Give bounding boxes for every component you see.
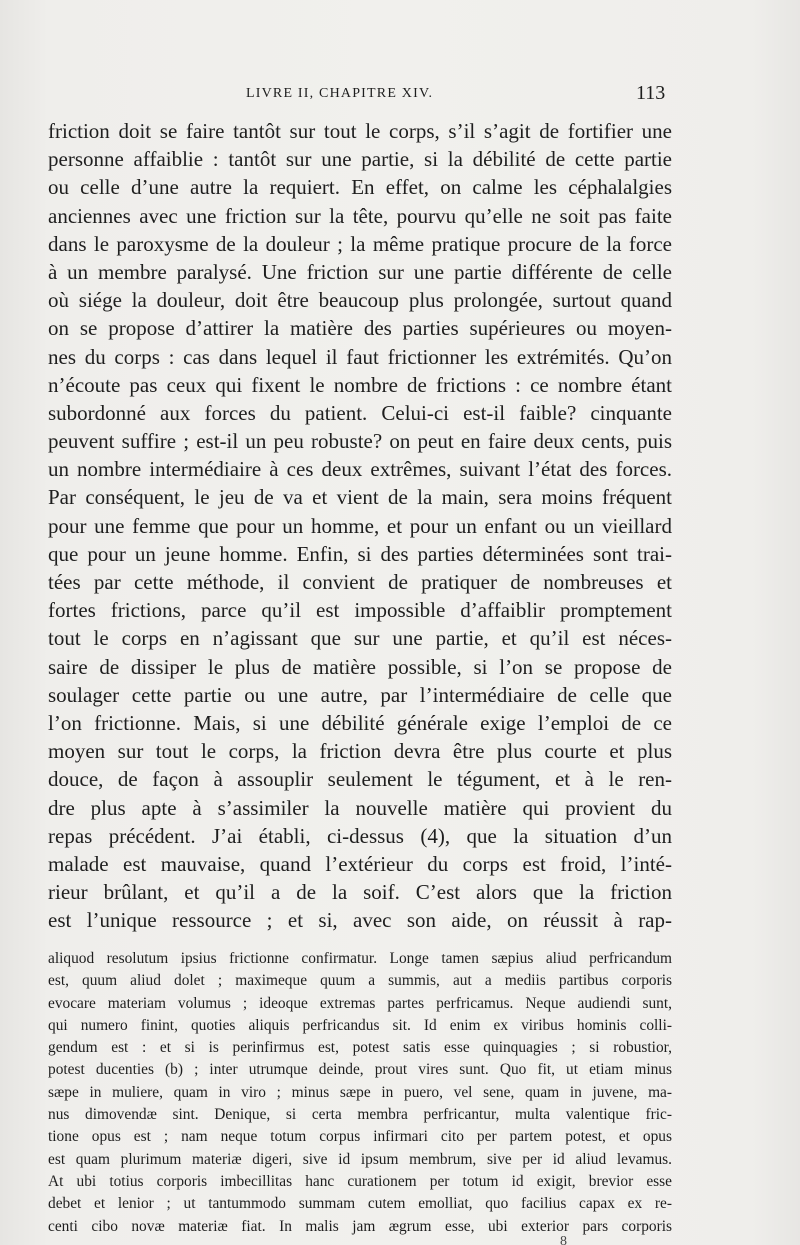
text-line: tées par cette méthode, il convient de pratiquer de nombreuses et bbox=[48, 570, 672, 594]
footnote-line: qui numero finint, quoties aliquis perfricandus sit. Id enim ex viribus hominis colli- bbox=[48, 1016, 672, 1034]
footnote-line: est quam plurimum materiæ digeri, sive id ipsum membrum, sive per id aliud levamus. bbox=[48, 1150, 672, 1168]
text-line: moyen sur tout le corps, la friction devra être plus courte et plus bbox=[48, 739, 672, 764]
text-line: on se propose d’attirer la matière des parties supérieures ou moyen- bbox=[48, 316, 672, 341]
text-line: Par conséquent, le jeu de va et vient de la main, sera moins fréquent bbox=[48, 485, 672, 510]
text-line: dre plus apte à s’assimiler la nouvelle matière qui provient du bbox=[48, 795, 672, 820]
text-line: rieur brûlant, et qu’il a de la soif. C’est alors que la friction bbox=[48, 880, 672, 905]
text-line: fortes frictions, parce qu’il est impossible d’affaiblir promptement bbox=[48, 598, 672, 623]
text-line: dans le paroxysme de la douleur ; la même pratique procure de la force bbox=[48, 231, 672, 256]
text-line: n’écoute pas ceux qui fixent le nombre de frictions : ce nombre étant bbox=[48, 372, 672, 397]
footnote-line: At ubi totius corporis imbecillitas hanc curationem per totum id exigit, brevior esse bbox=[48, 1172, 672, 1190]
text-line: l’on frictionne. Mais, si une débilité générale exige l’emploi de ce bbox=[48, 710, 672, 735]
running-head: LIVRE II, CHAPITRE XIV. bbox=[246, 86, 434, 101]
text-line: saire de dissiper le plus de matière possible, si l’on se propose de bbox=[48, 654, 672, 679]
text-line: ou celle d’une autre la requiert. En effet, on calme les céphalalgies bbox=[48, 175, 672, 200]
text-line: soulager cette partie ou une autre, par l’intermédiaire de celle que bbox=[48, 682, 672, 707]
text-line: anciennes avec une friction sur la tête, pourvu qu’elle ne soit pas faite bbox=[48, 203, 672, 228]
footnote-line: debet et lenior ; ut tantummodo summam cutem emolliat, quo facilius capax ex re- bbox=[48, 1195, 672, 1213]
text-line: où siége la douleur, doit être beaucoup plus prolongée, surtout quand bbox=[48, 288, 672, 313]
page-header bbox=[0, 84, 800, 106]
footnote-line: aliquod resolutum ipsius frictionne confirmatur. Longe tamen sæpius aliud perfricandum bbox=[48, 950, 672, 967]
text-line: peuvent suffire ; est-il un peu robuste? on peut en faire deux cents, puis bbox=[48, 429, 672, 454]
footnote-line: tione opus est ; nam neque totum corpus infirmari cito per partem potest, et opus bbox=[48, 1128, 672, 1146]
footnote-block bbox=[48, 948, 672, 1238]
text-line: un nombre intermédiaire à ces deux extrêmes, suivant l’état des forces. bbox=[48, 457, 672, 482]
page-number: 113 bbox=[636, 82, 666, 104]
text-line: friction doit se faire tantôt sur tout le corps, s’il s’agit de fortifier une bbox=[48, 119, 672, 143]
footnote-line: potest ducenties (b) ; inter utrumque deinde, prout vires sunt. Quo fit, ut etiam minus bbox=[48, 1061, 672, 1079]
footnote-line: gendum est : et si is perinfirmus est, potest satis esse quinquagies ; si robustior, bbox=[48, 1039, 672, 1057]
text-line: douce, de façon à assouplir seulement le tégument, et à le ren- bbox=[48, 767, 672, 792]
footnote-line: evocare materiam volumus ; ideoque extremas partes perfricamus. Neque audiendi sunt, bbox=[48, 994, 672, 1012]
signature-mark: 8 bbox=[560, 1234, 567, 1245]
text-line: personne affaiblie : tantôt sur une partie, si la débilité de cette partie bbox=[48, 147, 672, 172]
text-line: malade est mauvaise, quand l’extérieur du corps est froid, l’inté- bbox=[48, 851, 672, 876]
text-line: pour une femme que pour un homme, et pour un enfant ou un vieillard bbox=[48, 513, 672, 538]
text-line: nes du corps : cas dans lequel il faut frictionner les extrémités. Qu’on bbox=[48, 344, 672, 369]
text-line: que pour un jeune homme. Enfin, si des parties déterminées sont trai- bbox=[48, 541, 672, 566]
main-text bbox=[48, 117, 672, 934]
text-line: tout le corps en n’agissant que sur une partie, et qu’il est néces- bbox=[48, 626, 672, 651]
text-line: subordonné aux forces du patient. Celui-ci est-il faible? cinquante bbox=[48, 400, 672, 425]
footnote-line: sæpe in muliere, quam in viro ; minus sæpe in puero, vel sene, quam in juvene, ma- bbox=[48, 1083, 672, 1101]
text-line: est l’unique ressource ; et si, avec son aide, on réussit à rap- bbox=[48, 908, 672, 933]
footnote-line: nus dimovendæ sint. Denique, si certa membra perfricantur, multa valentique fric- bbox=[48, 1106, 672, 1124]
footnote-line: centi cibo novæ materiæ fiat. In malis jam ægrum esse, ubi exterior pars corporis bbox=[48, 1217, 672, 1235]
text-line: à un membre paralysé. Une friction sur une partie différente de celle bbox=[48, 259, 672, 284]
footnote-line: est, quum aliud dolet ; maximeque quum a summis, aut a mediis partibus corporis bbox=[48, 972, 672, 990]
text-line: repas précédent. J’ai établi, ci-dessus (4), que la situation d’un bbox=[48, 823, 672, 848]
